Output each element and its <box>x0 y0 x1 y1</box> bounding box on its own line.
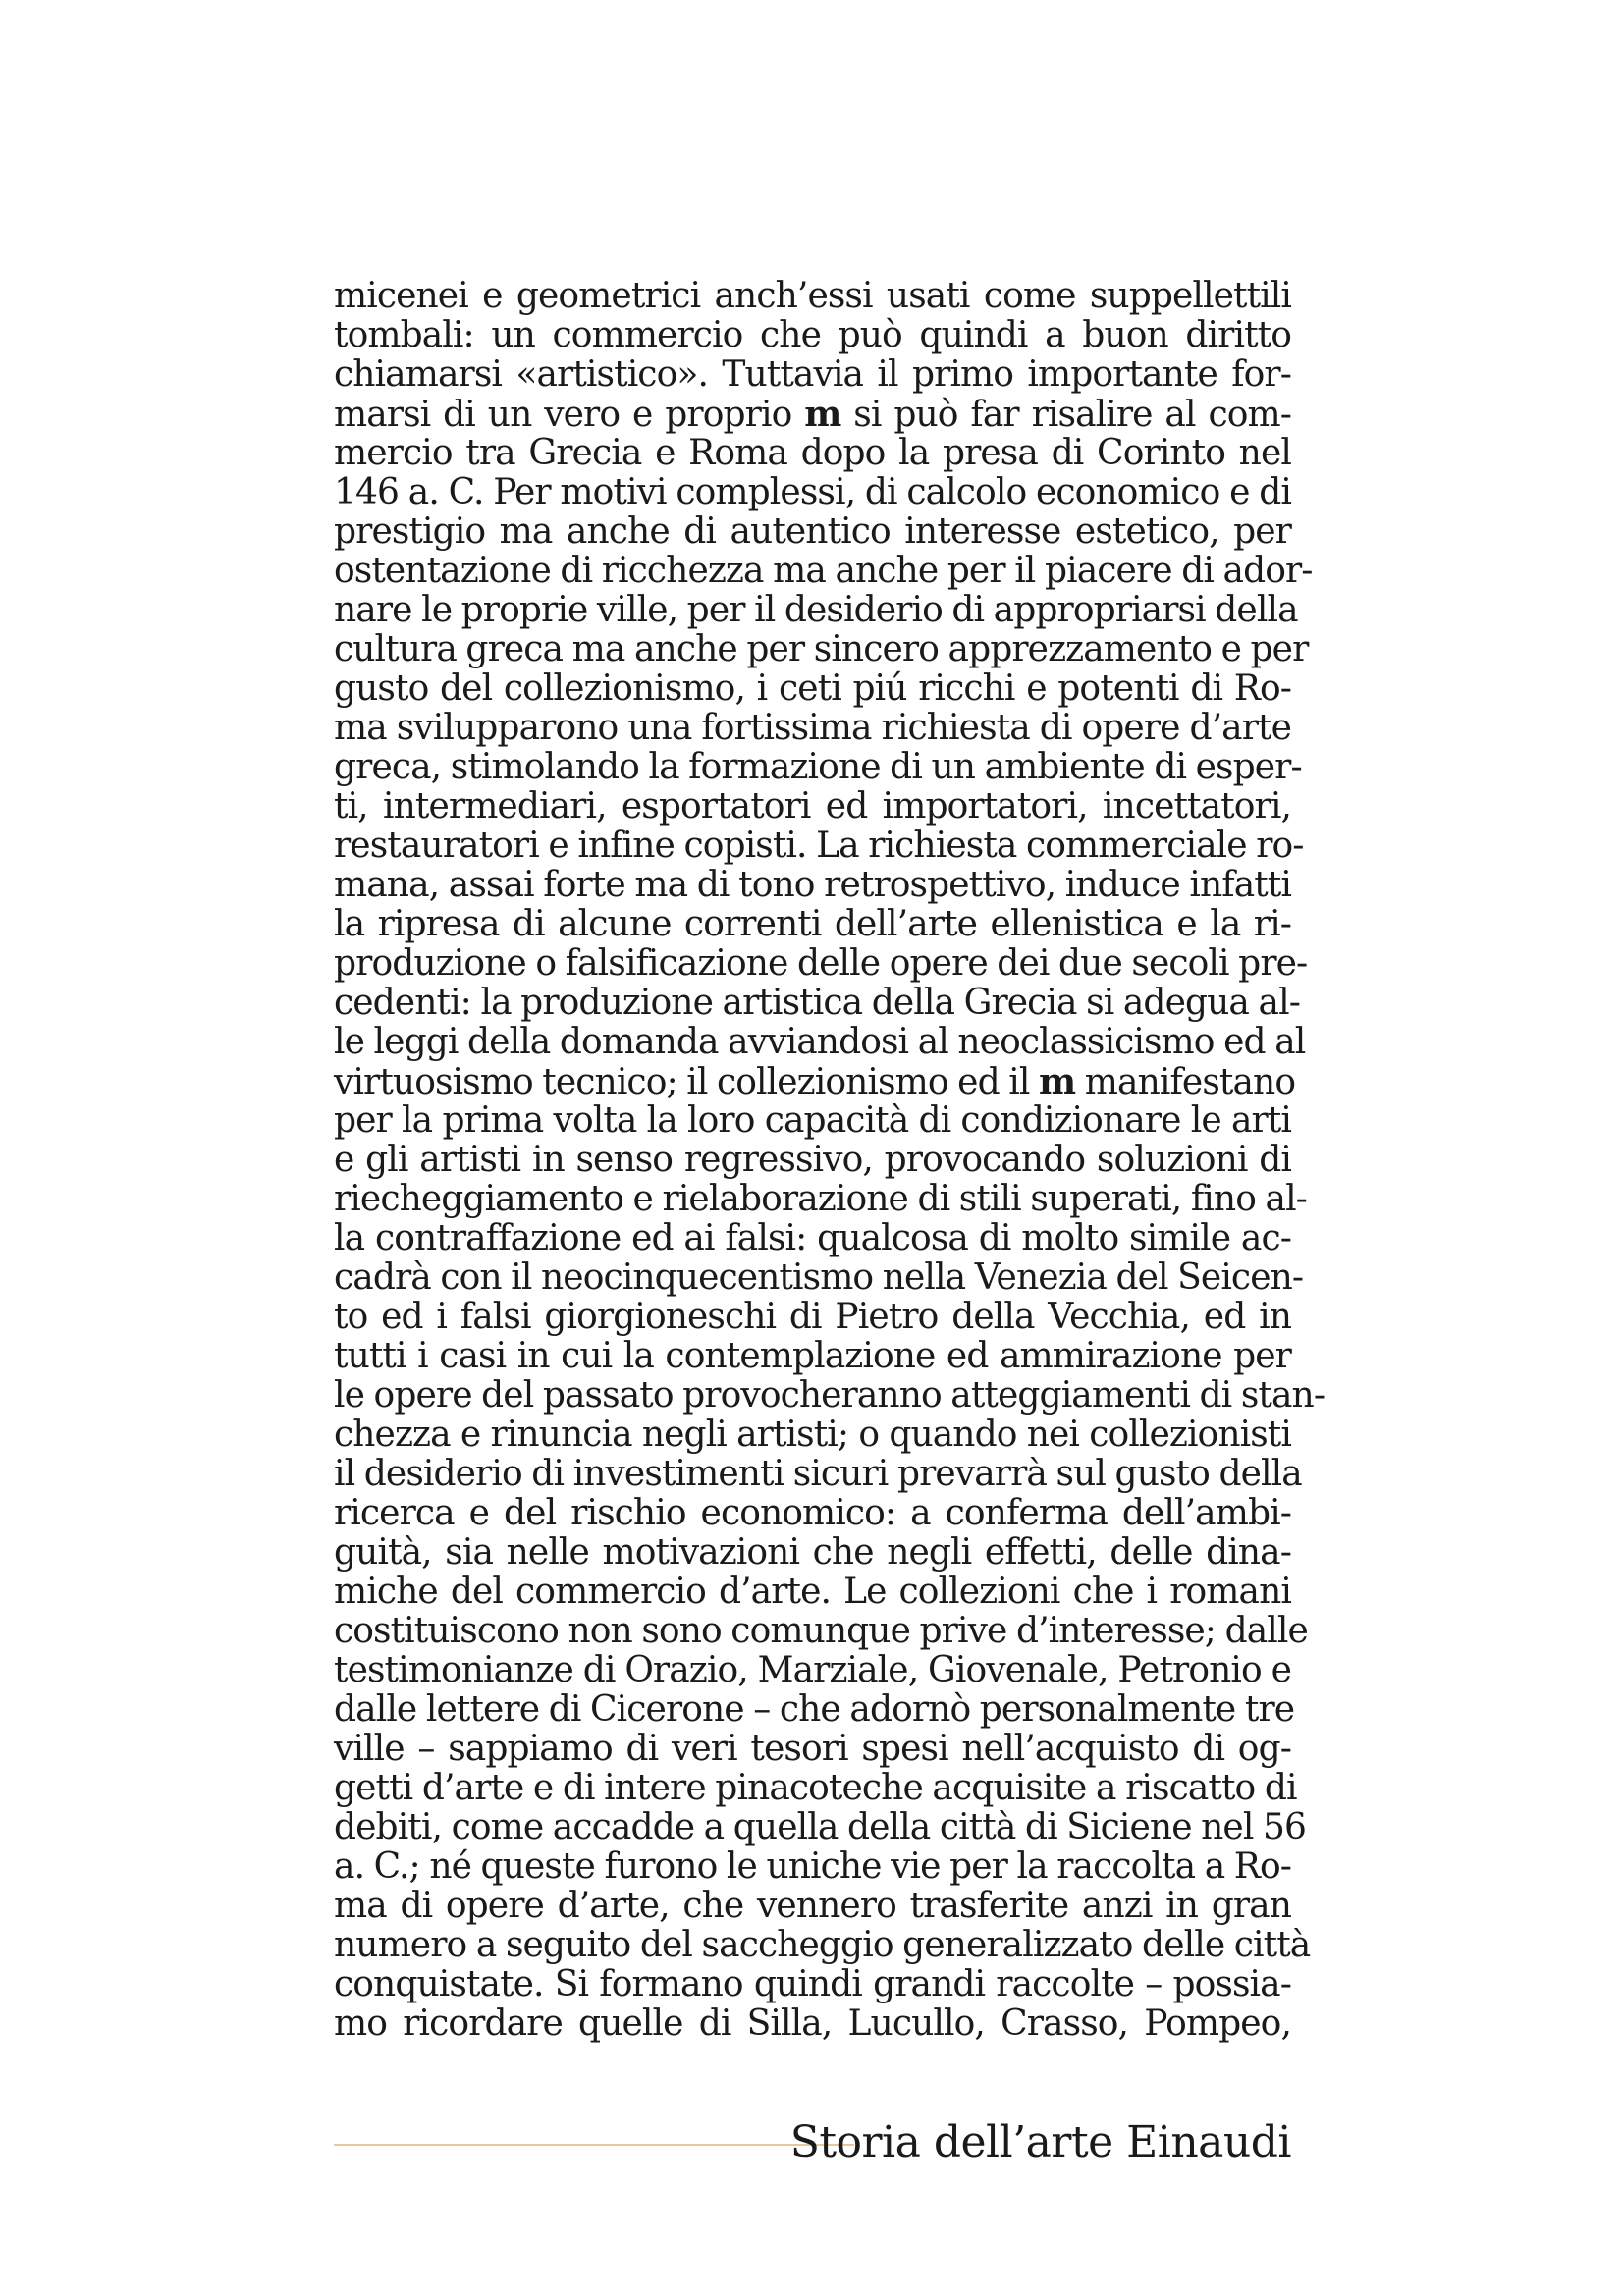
text-line: a. C.; né queste furono le uniche vie per la raccolta a Ro- <box>334 1846 1292 1887</box>
text-line: la contraffazione ed ai falsi: qualcosa di molto simile ac- <box>334 1218 1291 1258</box>
text-line: la ripresa di alcune correnti dell’arte ellenistica e la ri- <box>334 904 1291 944</box>
footer-title: Storia dell’arte Einaudi <box>789 2117 1291 2167</box>
text-line: cadrà con il neocinquecentismo nella Venezia del Seicen- <box>334 1257 1304 1298</box>
text-line: mo ricordare quelle di Silla, Lucullo, Crasso, Pompeo, <box>334 2003 1291 2044</box>
bold-m-glyph: m <box>804 394 841 435</box>
text-line: mana, assai forte ma di tono retrospettivo, induce infatti <box>334 865 1291 905</box>
text-line: il desiderio di investimenti sicuri prevarrà sul gusto della <box>334 1454 1302 1494</box>
text-line: nare le proprie ville, per il desiderio di appropriarsi della <box>334 590 1298 630</box>
text-line: micenei e geometrici anch’essi usati come suppellettili <box>334 276 1291 316</box>
text-line: ma di opere d’arte, che vennero trasferite anzi in gran <box>334 1886 1291 1926</box>
text-line: produzione o falsificazione delle opere dei due secoli pre- <box>334 943 1308 984</box>
text-line: dalle lettere di Cicerone – che adornò personalmente tre <box>334 1689 1295 1730</box>
text-line: marsi di un vero e proprio m si può far risalire al com- <box>334 394 1292 435</box>
text-line: ricerca e del rischio economico: a conferma dell’ambi- <box>334 1493 1291 1533</box>
text-line: costituiscono non sono comunque prive d’interesse; dalle <box>334 1611 1308 1651</box>
text-line: cedenti: la produzione artistica della Grecia si adegua al- <box>334 983 1300 1023</box>
bold-m-glyph: m <box>1039 1061 1076 1102</box>
text-line: mercio tra Grecia e Roma dopo la presa di Corinto nel <box>334 433 1291 473</box>
footer-divider <box>334 2144 854 2146</box>
text-line: riecheggiamento e rielaborazione di stili superati, fino al- <box>334 1179 1307 1219</box>
text-line: 146 a. C. Per motivi complessi, di calcolo economico e di <box>334 472 1291 512</box>
text-line: prestigio ma anche di autentico interesse estetico, per <box>334 511 1291 552</box>
text-line: virtuosismo tecnico; il collezionismo ed il m manifestano <box>334 1061 1296 1102</box>
text-line: restauratori e infine copisti. La richiesta commerciale ro- <box>334 826 1304 866</box>
text-line: ostentazione di ricchezza ma anche per il piacere di ador- <box>334 551 1313 591</box>
text-line: chezza e rinuncia negli artisti; o quando nei collezionisti <box>334 1415 1291 1455</box>
text-line: le opere del passato provocheranno atteggiamenti di stan- <box>334 1375 1325 1415</box>
text-line: e gli artisti in senso regressivo, provocando soluzioni di <box>334 1140 1291 1180</box>
text-line: ti, intermediari, esportatori ed importatori, incettatori, <box>334 786 1291 827</box>
text-line: guità, sia nelle motivazioni che negli effetti, delle dina- <box>334 1532 1291 1573</box>
text-line: conquistate. Si formano quindi grandi raccolte – possia- <box>334 1964 1291 2004</box>
text-line: getti d’arte e di intere pinacoteche acquisite a riscatto di <box>334 1768 1297 1808</box>
text-line: greca, stimolando la formazione di un ambiente di esper- <box>334 747 1302 787</box>
text-line: cultura greca ma anche per sincero apprezzamento e per <box>334 629 1309 669</box>
text-line: debiti, come accadde a quella della città di Siciene nel 56 <box>334 1807 1307 1847</box>
body-text <box>334 276 1325 2044</box>
text-line: testimonianze di Orazio, Marziale, Giovenale, Petronio e <box>334 1650 1291 1690</box>
text-line: per la prima volta la loro capacità di condizionare le arti <box>334 1100 1291 1141</box>
text-line: ville – sappiamo di veri tesori spesi nell’acquisto di og- <box>334 1729 1291 1769</box>
text-line: chiamarsi «artistico». Tuttavia il primo importante for- <box>334 354 1291 395</box>
text-line: tombali: un commercio che può quindi a buon diritto <box>334 315 1291 355</box>
text-line: ma svilupparono una fortissima richiesta di opere d’arte <box>334 708 1291 748</box>
text-line: gusto del collezionismo, i ceti piú ricchi e potenti di Ro- <box>334 668 1291 709</box>
text-line: numero a seguito del saccheggio generalizzato delle città <box>334 1925 1311 1965</box>
text-line: miche del commercio d’arte. Le collezioni che i romani <box>334 1572 1291 1612</box>
text-line: le leggi della domanda avviandosi al neoclassicismo ed al <box>334 1022 1306 1062</box>
text-line: tutti i casi in cui la contemplazione ed ammirazione per <box>334 1336 1291 1376</box>
text-line: to ed i falsi giorgioneschi di Pietro della Vecchia, ed in <box>334 1297 1291 1337</box>
